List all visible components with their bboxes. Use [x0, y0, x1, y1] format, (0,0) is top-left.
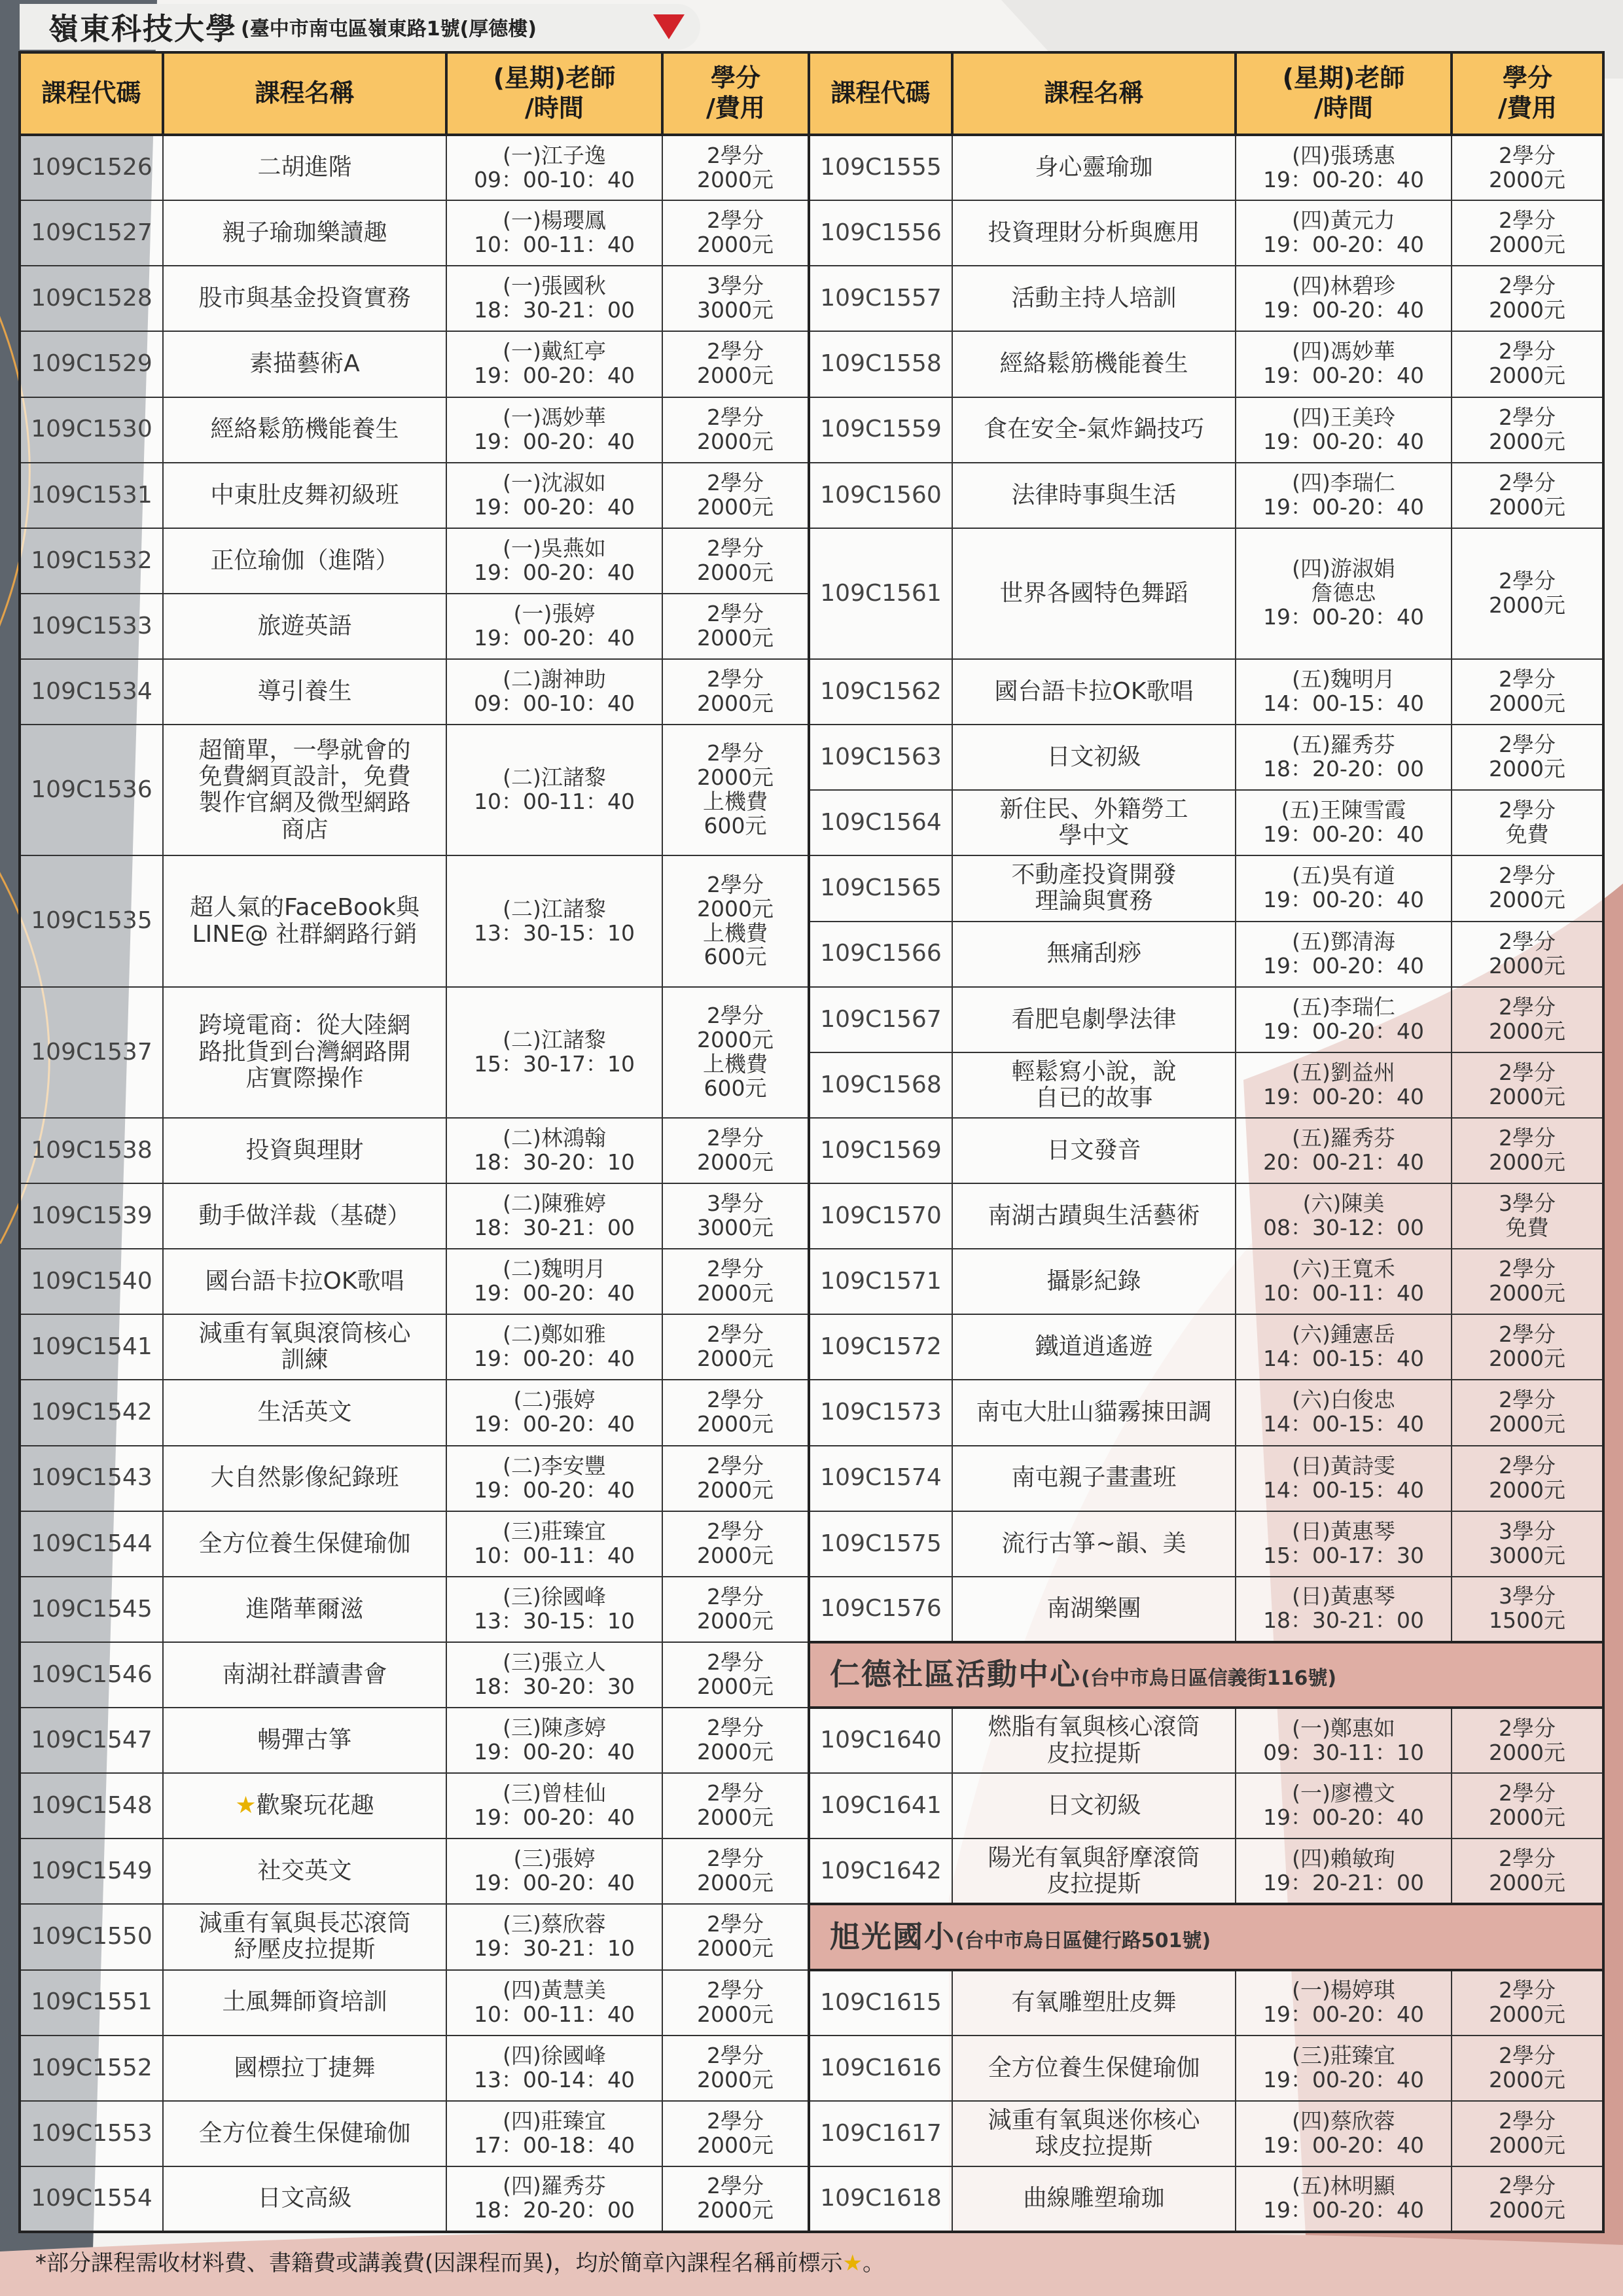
credit-fee: 2學分 2000元 — [1452, 331, 1603, 397]
teacher-time: (三)陳彥婷 19：00-20：40 — [446, 1708, 662, 1773]
course-code: 109C1545 — [20, 1577, 163, 1642]
teacher-time: (四)蔡欣蓉 19：00-20：40 — [1236, 2101, 1452, 2166]
credit-fee: 2學分 免費 — [1452, 790, 1603, 855]
credit-fee: 2學分 2000元 — [1452, 1773, 1603, 1839]
teacher-time: (四)張琇惠 19：00-20：40 — [1236, 135, 1452, 200]
course-code: 109C1542 — [20, 1380, 163, 1445]
teacher-time: (四)王美玲 19：00-20：40 — [1236, 397, 1452, 463]
credit-fee: 2學分 2000元 — [662, 1446, 809, 1511]
table-row — [20, 1446, 1603, 1511]
course-name: 新住民、外籍勞工 學中文 — [952, 790, 1236, 855]
star-icon: ★ — [842, 2250, 863, 2276]
course-code: 109C1550 — [20, 1904, 163, 1969]
credit-fee: 2學分 2000元 — [1452, 1839, 1603, 1904]
column-header: 課程名稱 — [163, 52, 446, 135]
teacher-time: (二)陳雅婷 18：30-21：00 — [446, 1183, 662, 1249]
course-name: 日文發音 — [952, 1118, 1236, 1183]
course-code: 109C1527 — [20, 200, 163, 266]
column-header: 學分 /費用 — [1452, 52, 1603, 135]
course-code: 109C1555 — [809, 135, 952, 200]
course-name: 國台語卡拉OK歌唱 — [952, 659, 1236, 725]
credit-fee: 2學分 2000元 — [1452, 1446, 1603, 1511]
course-code: 109C1528 — [20, 266, 163, 331]
table-row — [20, 659, 1603, 725]
credit-fee: 2學分 2000元 — [662, 200, 809, 266]
teacher-time: (五)吳有道 19：00-20：40 — [1236, 855, 1452, 921]
course-name: 燃脂有氧與核心滾筒 皮拉提斯 — [952, 1708, 1236, 1773]
course-code: 109C1541 — [20, 1314, 163, 1380]
table-row — [20, 528, 1603, 594]
course-code: 109C1565 — [809, 855, 952, 921]
credit-fee: 2學分 2000元 — [662, 528, 809, 594]
course-name: 日文初級 — [952, 725, 1236, 790]
teacher-time: (四)林碧珍 19：00-20：40 — [1236, 266, 1452, 331]
star-icon: ★ — [235, 1792, 257, 1820]
table-row — [20, 463, 1603, 528]
course-name: 南湖樂團 — [952, 1577, 1236, 1642]
course-name: 曲線雕塑瑜珈 — [952, 2166, 1236, 2232]
course-code: 109C1537 — [20, 987, 163, 1118]
credit-fee: 3學分 1500元 — [1452, 1577, 1603, 1642]
teacher-time: (一)吳燕如 19：00-20：40 — [446, 528, 662, 594]
course-code: 109C1616 — [809, 2036, 952, 2101]
course-name: 導引養生 — [163, 659, 446, 725]
course-name: 全方位養生保健瑜伽 — [163, 2101, 446, 2166]
course-name: 活動主持人培訓 — [952, 266, 1236, 331]
teacher-time: (一)張國秋 18：30-21：00 — [446, 266, 662, 331]
course-code: 109C1530 — [20, 397, 163, 463]
course-code: 109C1535 — [20, 855, 163, 986]
teacher-time: (一)楊瓔鳳 10：00-11：40 — [446, 200, 662, 266]
course-code: 109C1573 — [809, 1380, 952, 1445]
triangle-marker-icon — [653, 14, 685, 39]
credit-fee: 2學分 2000元 — [662, 1118, 809, 1183]
course-code: 109C1572 — [809, 1314, 952, 1380]
course-name: 親子瑜珈樂讀趣 — [163, 200, 446, 266]
credit-fee: 2學分 2000元 — [1452, 200, 1603, 266]
course-name: 國台語卡拉OK歌唱 — [163, 1249, 446, 1314]
course-name: 減重有氧與長芯滾筒 紓壓皮拉提斯 — [163, 1904, 446, 1969]
teacher-time: (一)廖禮文 19：00-20：40 — [1236, 1773, 1452, 1839]
section-title: 旭光國小 — [830, 1918, 955, 1954]
teacher-time: (四)徐國峰 13：00-14：40 — [446, 2036, 662, 2101]
table-row — [20, 2166, 1603, 2232]
section-address: (台中市烏日區健行路501號) — [955, 1929, 1211, 1952]
footnote — [35, 2245, 885, 2277]
credit-fee: 2學分 2000元 — [1452, 1380, 1603, 1445]
course-name: 南湖古蹟與生活藝術 — [952, 1183, 1236, 1249]
course-code: 109C1640 — [809, 1708, 952, 1773]
course-name: 正位瑜伽（進階） — [163, 528, 446, 594]
section-header — [809, 1642, 1603, 1708]
credit-fee: 3學分 3000元 — [662, 1183, 809, 1249]
course-code: 109C1554 — [20, 2166, 163, 2232]
credit-fee: 2學分 2000元 — [662, 1314, 809, 1380]
course-name: 生活英文 — [163, 1380, 446, 1445]
course-name: 素描藝術A — [163, 331, 446, 397]
course-name: 超簡單，一學就會的 免費網頁設計，免費 製作官網及微型網路 商店 — [163, 725, 446, 855]
course-name: 無痛刮痧 — [952, 922, 1236, 987]
course-code: 109C1532 — [20, 528, 163, 594]
teacher-time: (五)王陳雪霞 19：00-20：40 — [1236, 790, 1452, 855]
course-name: 暢彈古箏 — [163, 1708, 446, 1773]
course-name: 大自然影像紀錄班 — [163, 1446, 446, 1511]
credit-fee: 2學分 2000元 — [1452, 266, 1603, 331]
course-name: 全方位養生保健瑜伽 — [163, 1511, 446, 1577]
course-code: 109C1538 — [20, 1118, 163, 1183]
table-row — [20, 200, 1603, 266]
course-code: 109C1534 — [20, 659, 163, 725]
section-address: (台中市烏日區信義街116號) — [1081, 1667, 1337, 1691]
credit-fee: 2學分 2000元 — [1452, 725, 1603, 790]
course-name: 減重有氧與滾筒核心 訓練 — [163, 1314, 446, 1380]
table-row — [20, 1183, 1603, 1249]
credit-fee: 2學分 2000元 — [1452, 659, 1603, 725]
course-code: 109C1564 — [809, 790, 952, 855]
teacher-time: (二)李安豐 19：00-20：40 — [446, 1446, 662, 1511]
course-name: 進階華爾滋 — [163, 1577, 446, 1642]
credit-fee: 3學分 3000元 — [1452, 1511, 1603, 1577]
teacher-time: (四)莊臻宜 17：00-18：40 — [446, 2101, 662, 2166]
course-name: 股市與基金投資實務 — [163, 266, 446, 331]
teacher-time: (三)徐國峰 13：30-15：10 — [446, 1577, 662, 1642]
credit-fee: 2學分 2000元 — [662, 1839, 809, 1904]
course-code: 109C1549 — [20, 1839, 163, 1904]
course-code: 109C1543 — [20, 1446, 163, 1511]
credit-fee: 2學分 2000元 — [1452, 528, 1603, 659]
course-name: 食在安全-氣炸鍋技巧 — [952, 397, 1236, 463]
course-code: 109C1567 — [809, 987, 952, 1052]
course-code: 109C1557 — [809, 266, 952, 331]
course-code: 109C1641 — [809, 1773, 952, 1839]
column-header: 課程代碼 — [809, 52, 952, 135]
teacher-time: (六)王寬禾 10：00-11：40 — [1236, 1249, 1452, 1314]
course-code: 109C1552 — [20, 2036, 163, 2101]
credit-fee: 2學分 2000元 — [662, 1380, 809, 1445]
course-code: 109C1570 — [809, 1183, 952, 1249]
table-row — [20, 987, 1603, 1052]
course-code: 109C1561 — [809, 528, 952, 659]
teacher-time: (四)賴敏珣 19：20-21：00 — [1236, 1839, 1452, 1904]
teacher-time: (二)江諸黎 13：30-15：10 — [446, 855, 662, 986]
table-row — [20, 1314, 1603, 1380]
column-header: 學分 /費用 — [662, 52, 809, 135]
table-row — [20, 1970, 1603, 2036]
credit-fee: 2學分 2000元 上機費 600元 — [662, 855, 809, 986]
table-row — [20, 1839, 1603, 1904]
teacher-time: (五)羅秀芬 18：20-20：00 — [1236, 725, 1452, 790]
course-code: 109C1540 — [20, 1249, 163, 1314]
teacher-time: (二)江諸黎 15：30-17：10 — [446, 987, 662, 1118]
table-row — [20, 1118, 1603, 1183]
credit-fee: 3學分 3000元 — [662, 266, 809, 331]
teacher-time: (三)張婷 19：00-20：40 — [446, 1839, 662, 1904]
course-name: 輕鬆寫小說，說 自已的故事 — [952, 1052, 1236, 1118]
credit-fee: 2學分 2000元 — [662, 1970, 809, 2036]
course-code: 109C1569 — [809, 1118, 952, 1183]
course-code: 109C1576 — [809, 1577, 952, 1642]
course-code: 109C1617 — [809, 2101, 952, 2166]
course-code: 109C1558 — [809, 331, 952, 397]
teacher-time: (日)黃詩雯 14：00-15：40 — [1236, 1446, 1452, 1511]
column-header: (星期)老師 /時間 — [1236, 52, 1452, 135]
course-name: 不動產投資開發 理論與實務 — [952, 855, 1236, 921]
credit-fee: 2學分 2000元 — [662, 331, 809, 397]
credit-fee: 2學分 2000元 — [1452, 1249, 1603, 1314]
teacher-time: (二)鄭如雅 19：00-20：40 — [446, 1314, 662, 1380]
teacher-time: (五)鄧清海 19：00-20：40 — [1236, 922, 1452, 987]
page-header — [20, 4, 700, 50]
course-name: 法律時事與生活 — [952, 463, 1236, 528]
course-name: 減重有氧與迷你核心 球皮拉提斯 — [952, 2101, 1236, 2166]
credit-fee: 2學分 2000元 — [662, 1708, 809, 1773]
course-code: 109C1551 — [20, 1970, 163, 2036]
credit-fee: 2學分 2000元 — [662, 463, 809, 528]
credit-fee: 2學分 2000元 — [1452, 463, 1603, 528]
course-name: ★歡聚玩花趣 — [163, 1773, 446, 1839]
teacher-time: (六)鍾憲岳 14：00-15：40 — [1236, 1314, 1452, 1380]
course-name: 有氧雕塑肚皮舞 — [952, 1970, 1236, 2036]
teacher-time: (二)江諸黎 10：00-11：40 — [446, 725, 662, 855]
credit-fee: 2學分 2000元 — [662, 2036, 809, 2101]
credit-fee: 2學分 2000元 — [662, 1249, 809, 1314]
table-row — [20, 1380, 1603, 1445]
table-row — [20, 1642, 1603, 1708]
section-header — [809, 1904, 1603, 1969]
credit-fee: 2學分 2000元 — [1452, 1708, 1603, 1773]
teacher-time: (三)莊臻宜 19：00-20：40 — [1236, 2036, 1452, 2101]
course-code: 109C1575 — [809, 1511, 952, 1577]
credit-fee: 2學分 2000元 — [662, 1904, 809, 1969]
teacher-time: (四)李瑞仁 19：00-20：40 — [1236, 463, 1452, 528]
course-name: 全方位養生保健瑜伽 — [952, 2036, 1236, 2101]
course-code: 109C1544 — [20, 1511, 163, 1577]
course-code: 109C1556 — [809, 200, 952, 266]
table-row — [20, 855, 1603, 921]
course-name: 身心靈瑜珈 — [952, 135, 1236, 200]
column-header: 課程代碼 — [20, 52, 163, 135]
teacher-time: (三)蔡欣蓉 19：30-21：10 — [446, 1904, 662, 1969]
credit-fee: 2學分 2000元 — [1452, 2101, 1603, 2166]
credit-fee: 2學分 2000元 — [1452, 1970, 1603, 2036]
course-code: 109C1548 — [20, 1773, 163, 1839]
course-name: 看肥皂劇學法律 — [952, 987, 1236, 1052]
course-name: 旅遊英語 — [163, 594, 446, 659]
teacher-time: (三)張立人 18：30-20：30 — [446, 1642, 662, 1708]
course-table — [18, 51, 1605, 2233]
table-row — [20, 1577, 1603, 1642]
credit-fee: 2學分 2000元 — [662, 397, 809, 463]
table-row — [20, 397, 1603, 463]
course-name: 南屯大肚山貓霧捒田調 — [952, 1380, 1236, 1445]
course-name: 南湖社群讀書會 — [163, 1642, 446, 1708]
school-title: 嶺東科技大學 — [48, 11, 237, 46]
course-name: 流行古箏~韻、美 — [952, 1511, 1236, 1577]
credit-fee: 2學分 2000元 — [662, 2166, 809, 2232]
table-row — [20, 2101, 1603, 2166]
credit-fee: 2學分 2000元 — [662, 1577, 809, 1642]
course-code: 109C1553 — [20, 2101, 163, 2166]
table-row — [20, 135, 1603, 200]
teacher-time: (三)莊臻宜 10：00-11：40 — [446, 1511, 662, 1577]
course-code: 109C1571 — [809, 1249, 952, 1314]
section-title: 仁德社區活動中心 — [830, 1657, 1081, 1693]
credit-fee: 2學分 2000元 — [1452, 1052, 1603, 1118]
teacher-time: (二)魏明月 19：00-20：40 — [446, 1249, 662, 1314]
course-name: 土風舞師資培訓 — [163, 1970, 446, 2036]
footnote-end: 。 — [863, 2250, 885, 2276]
teacher-time: (四)黃慧美 10：00-11：40 — [446, 1970, 662, 2036]
credit-fee: 2學分 2000元 — [662, 1511, 809, 1577]
course-name: 經絡鬆筋機能養生 — [952, 331, 1236, 397]
teacher-time: (三)曾桂仙 19：00-20：40 — [446, 1773, 662, 1839]
teacher-time: (一)戴紅亭 19：00-20：40 — [446, 331, 662, 397]
course-code: 109C1547 — [20, 1708, 163, 1773]
credit-fee: 2學分 2000元 — [662, 135, 809, 200]
course-code: 109C1563 — [809, 725, 952, 790]
course-name: 社交英文 — [163, 1839, 446, 1904]
teacher-time: (二)謝神助 09：00-10：40 — [446, 659, 662, 725]
table-row — [20, 1249, 1603, 1314]
table-body — [20, 135, 1603, 2232]
course-code: 109C1562 — [809, 659, 952, 725]
column-header: (星期)老師 /時間 — [446, 52, 662, 135]
teacher-time: (五)李瑞仁 19：00-20：40 — [1236, 987, 1452, 1052]
credit-fee: 2學分 2000元 — [1452, 922, 1603, 987]
teacher-time: (五)劉益州 19：00-20：40 — [1236, 1052, 1452, 1118]
teacher-time: (五)林明顯 19：00-20：40 — [1236, 2166, 1452, 2232]
teacher-time: (日)黃惠琴 18：30-21：00 — [1236, 1577, 1452, 1642]
credit-fee: 3學分 免費 — [1452, 1183, 1603, 1249]
teacher-time: (五)羅秀芬 20：00-21：40 — [1236, 1118, 1452, 1183]
teacher-time: (一)楊婷琪 19：00-20：40 — [1236, 1970, 1452, 2036]
course-code: 109C1539 — [20, 1183, 163, 1249]
teacher-time: (四)羅秀芬 18：20-20：00 — [446, 2166, 662, 2232]
table-row — [20, 1708, 1603, 1773]
course-name: 攝影紀錄 — [952, 1249, 1236, 1314]
course-code: 109C1531 — [20, 463, 163, 528]
course-name: 中東肚皮舞初級班 — [163, 463, 446, 528]
credit-fee: 2學分 2000元 — [662, 659, 809, 725]
credit-fee: 2學分 2000元 — [1452, 397, 1603, 463]
column-header: 課程名稱 — [952, 52, 1236, 135]
table-row — [20, 331, 1603, 397]
table-row — [20, 725, 1603, 790]
course-name: 動手做洋裁（基礎） — [163, 1183, 446, 1249]
table-row — [20, 266, 1603, 331]
teacher-time: (日)黃惠琴 15：00-17：30 — [1236, 1511, 1452, 1577]
course-code: 109C1536 — [20, 725, 163, 855]
teacher-time: (四)游淑娟 詹德忠 19：00-20：40 — [1236, 528, 1452, 659]
school-address: (臺中市南屯區嶺東路1號(厚德樓) — [241, 18, 537, 41]
table-row — [20, 1773, 1603, 1839]
course-code: 109C1560 — [809, 463, 952, 528]
teacher-time: (四)馮妙華 19：00-20：40 — [1236, 331, 1452, 397]
teacher-time: (一)鄭惠如 09：30-11：10 — [1236, 1708, 1452, 1773]
course-name: 投資與理財 — [163, 1118, 446, 1183]
credit-fee: 2學分 2000元 上機費 600元 — [662, 725, 809, 855]
course-code: 109C1642 — [809, 1839, 952, 1904]
table-row — [20, 2036, 1603, 2101]
course-name: 投資理財分析與應用 — [952, 200, 1236, 266]
course-name: 日文高級 — [163, 2166, 446, 2232]
course-name: 南屯親子畫畫班 — [952, 1446, 1236, 1511]
course-name: 經絡鬆筋機能養生 — [163, 397, 446, 463]
credit-fee: 2學分 2000元 上機費 600元 — [662, 987, 809, 1118]
credit-fee: 2學分 2000元 — [1452, 2036, 1603, 2101]
course-name: 日文初級 — [952, 1773, 1236, 1839]
teacher-time: (一)馮妙華 19：00-20：40 — [446, 397, 662, 463]
course-code: 109C1533 — [20, 594, 163, 659]
credit-fee: 2學分 2000元 — [1452, 135, 1603, 200]
course-name: 二胡進階 — [163, 135, 446, 200]
teacher-time: (一)沈淑如 19：00-20：40 — [446, 463, 662, 528]
course-code: 109C1568 — [809, 1052, 952, 1118]
course-code: 109C1546 — [20, 1642, 163, 1708]
credit-fee: 2學分 2000元 — [662, 2101, 809, 2166]
teacher-time: (一)張婷 19：00-20：40 — [446, 594, 662, 659]
course-name: 超人氣的FaceBook與 LINE@ 社群網路行銷 — [163, 855, 446, 986]
credit-fee: 2學分 2000元 — [1452, 1314, 1603, 1380]
credit-fee: 2學分 2000元 — [662, 1642, 809, 1708]
course-name: 陽光有氧與舒摩滾筒 皮拉提斯 — [952, 1839, 1236, 1904]
course-code: 109C1526 — [20, 135, 163, 200]
table-header-row — [20, 52, 1603, 135]
course-name: 國標拉丁捷舞 — [163, 2036, 446, 2101]
course-name: 鐵道逍遙遊 — [952, 1314, 1236, 1380]
course-code: 109C1618 — [809, 2166, 952, 2232]
course-code: 109C1529 — [20, 331, 163, 397]
teacher-time: (一)江子逸 09：00-10：40 — [446, 135, 662, 200]
credit-fee: 2學分 2000元 — [1452, 1118, 1603, 1183]
course-name: 世界各國特色舞蹈 — [952, 528, 1236, 659]
course-code: 109C1559 — [809, 397, 952, 463]
teacher-time: (六)白俊忠 14：00-15：40 — [1236, 1380, 1452, 1445]
course-code: 109C1566 — [809, 922, 952, 987]
course-name: 跨境電商：從大陸網 路批貨到台灣網路開 店實際操作 — [163, 987, 446, 1118]
teacher-time: (五)魏明月 14：00-15：40 — [1236, 659, 1452, 725]
teacher-time: (六)陳美 08：30-12：00 — [1236, 1183, 1452, 1249]
teacher-time: (二)張婷 19：00-20：40 — [446, 1380, 662, 1445]
table-row — [20, 1511, 1603, 1577]
course-code: 109C1574 — [809, 1446, 952, 1511]
credit-fee: 2學分 2000元 — [1452, 855, 1603, 921]
footnote-text: *部分課程需收材料費、書籍費或講義費(因課程而異)，均於簡章內課程名稱前標示 — [35, 2250, 843, 2276]
teacher-time: (四)黃元力 19：00-20：40 — [1236, 200, 1452, 266]
credit-fee: 2學分 2000元 — [662, 594, 809, 659]
course-code: 109C1615 — [809, 1970, 952, 2036]
table-row — [20, 1904, 1603, 1969]
credit-fee: 2學分 2000元 — [1452, 987, 1603, 1052]
credit-fee: 2學分 2000元 — [1452, 2166, 1603, 2232]
credit-fee: 2學分 2000元 — [662, 1773, 809, 1839]
teacher-time: (二)林鴻翰 18：30-20：10 — [446, 1118, 662, 1183]
